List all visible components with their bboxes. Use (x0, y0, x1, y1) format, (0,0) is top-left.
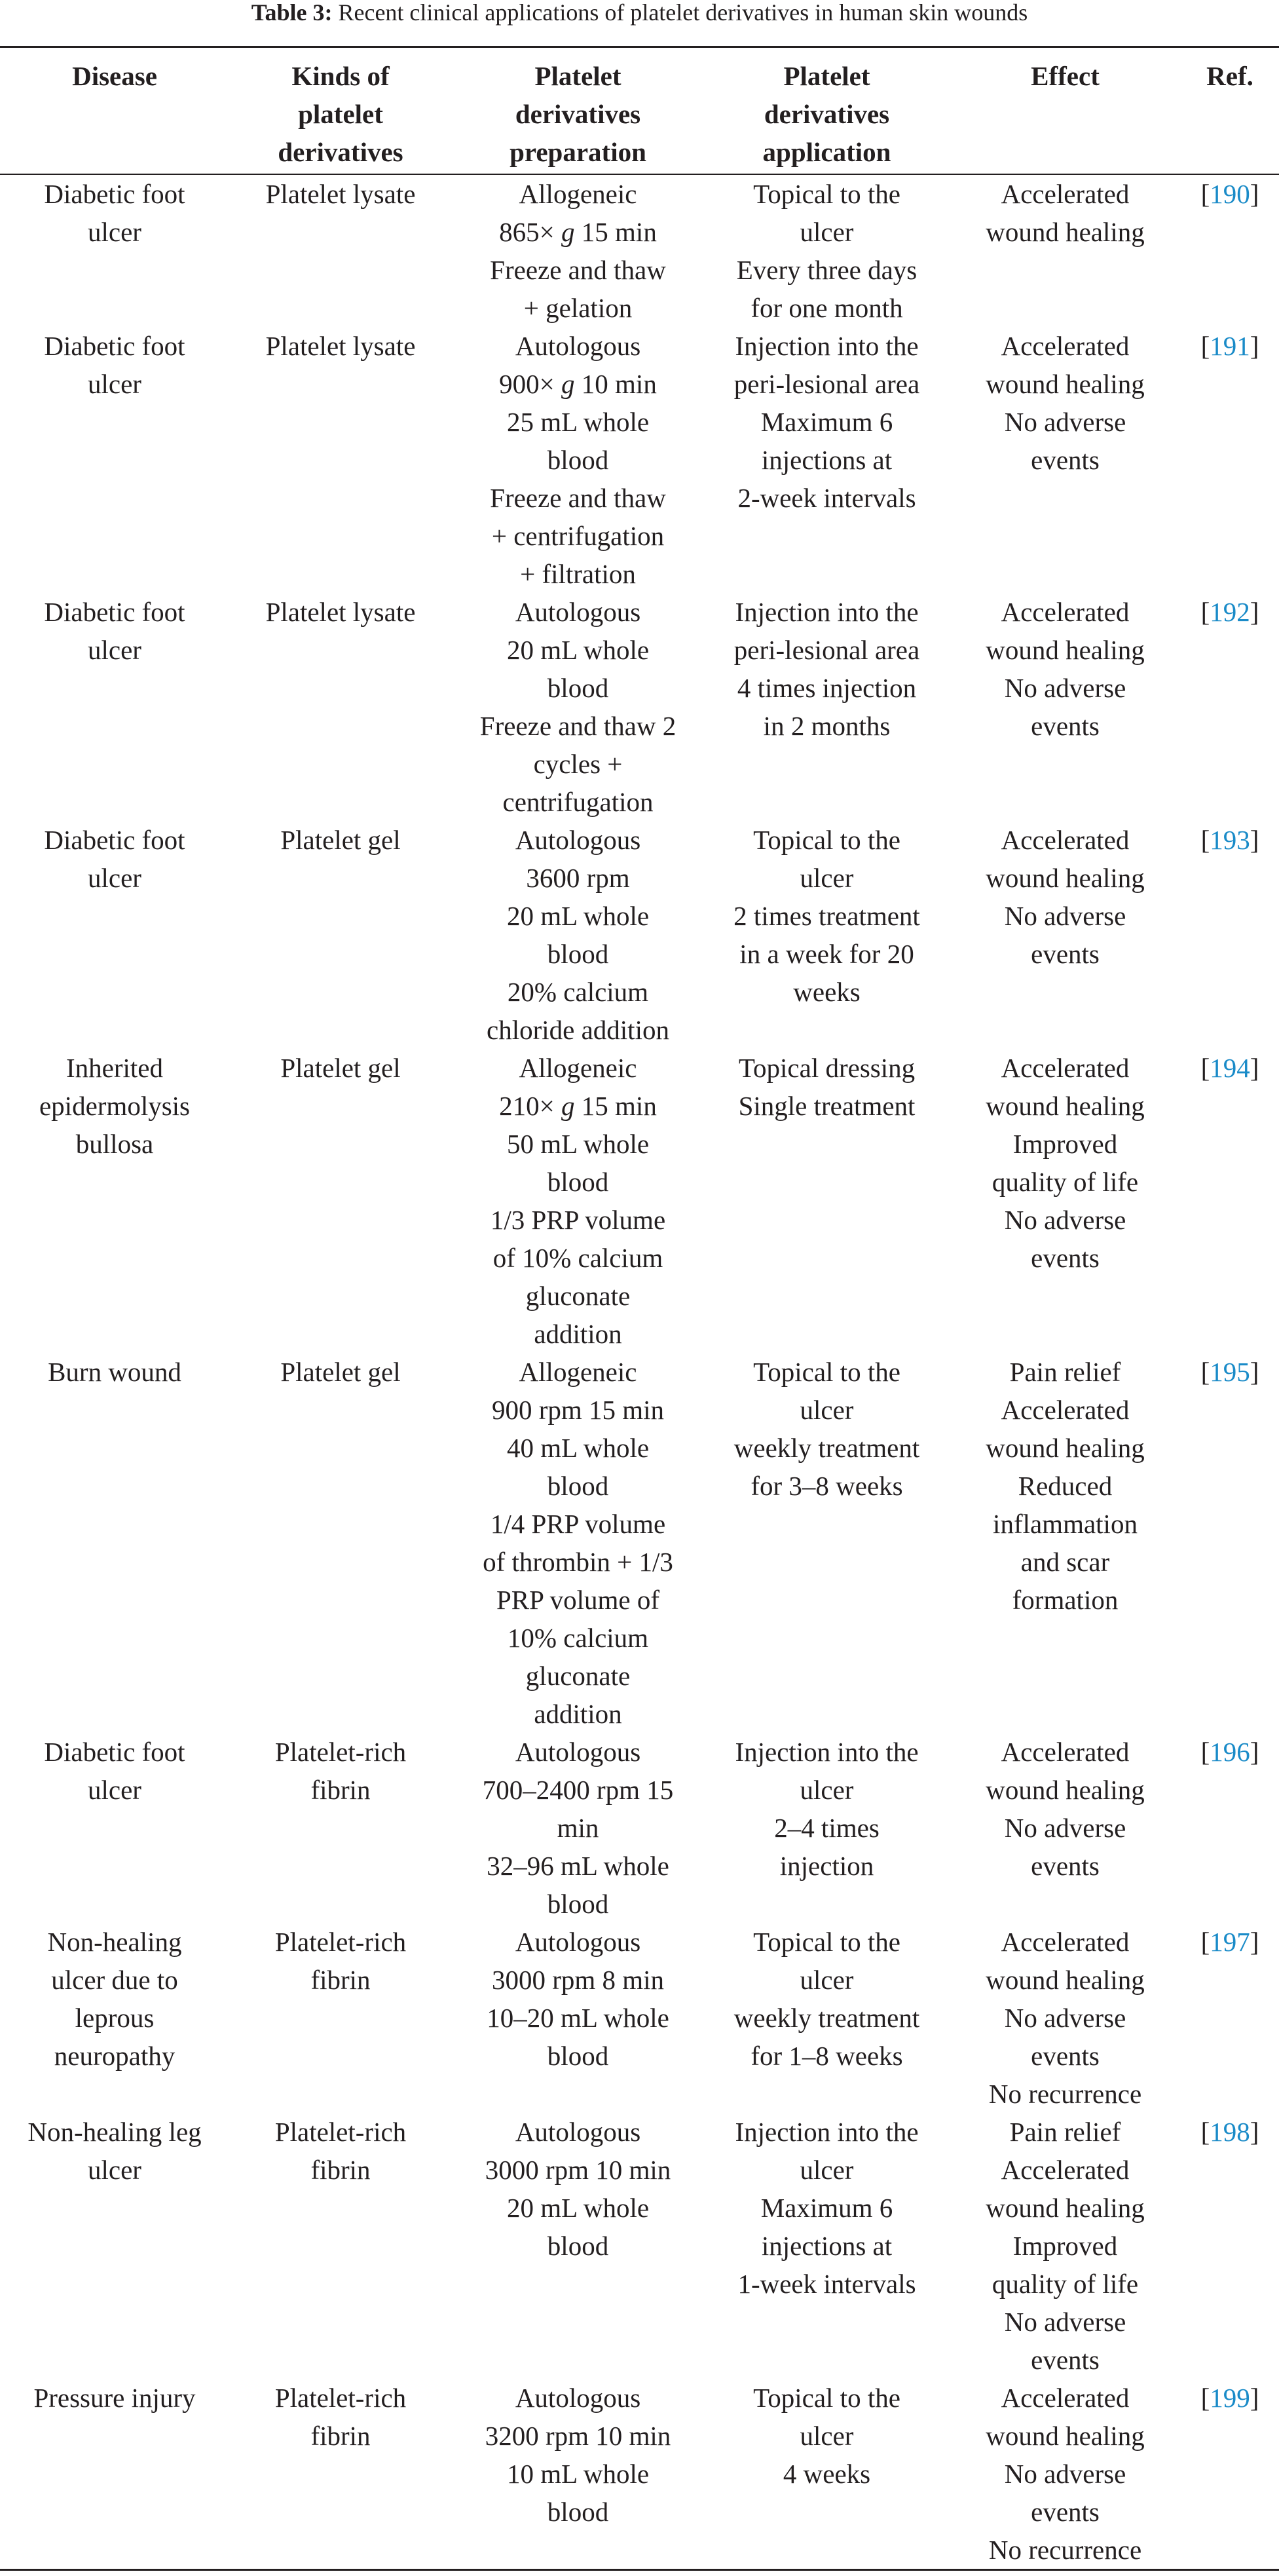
preparation-cell (452, 2379, 704, 2570)
application-line: Topical to the (753, 1357, 900, 1387)
preparation-line: + filtration (520, 559, 636, 589)
table-row (0, 2113, 1279, 2379)
effect-line: No adverse (1004, 1813, 1126, 1843)
kind-line: fibrin (310, 2155, 371, 2185)
effect-line: Accelerated (1001, 2383, 1130, 2413)
preparation-cell (452, 593, 704, 821)
preparation-line: blood (547, 939, 609, 969)
preparation-line: Freeze and thaw (490, 255, 666, 285)
application-cell (704, 174, 950, 327)
preparation-line: 25 mL whole (506, 407, 650, 437)
ref-cell: [194] (1200, 1053, 1259, 1083)
kind-cell (229, 1733, 452, 1923)
preparation-cell (452, 2113, 704, 2379)
preparation-line: 10–20 mL whole (487, 2003, 669, 2033)
disease-line: neuropathy (54, 2041, 176, 2071)
effect-line: wound healing (986, 369, 1145, 399)
preparation-line: 900× g 10 min (499, 369, 657, 399)
application-cell (704, 1733, 950, 1923)
preparation-line: blood (547, 673, 609, 703)
preparation-line: of thrombin + 1/3 (483, 1547, 673, 1577)
preparation-line: 20% calcium (507, 977, 649, 1007)
application-line: Topical to the (753, 2383, 900, 2413)
effect-line: quality of life (992, 1167, 1139, 1197)
effect-line: inflammation (993, 1509, 1138, 1539)
kind-cell (229, 1353, 452, 1733)
kind-line: Platelet lysate (265, 331, 416, 361)
effect-line: No adverse (1004, 2459, 1126, 2489)
preparation-line: 10% calcium (507, 1623, 649, 1653)
reference-link[interactable]: 191 (1210, 331, 1250, 361)
preparation-line: chloride addition (487, 1015, 669, 1045)
disease-line: Non-healing leg (28, 2117, 202, 2147)
effect-line: wound healing (986, 217, 1145, 247)
application-line: Injection into the (735, 1737, 919, 1767)
preparation-line: 10 mL whole (506, 2459, 650, 2489)
effect-line: No adverse (1004, 673, 1126, 703)
disease-line: Diabetic foot (44, 331, 185, 361)
application-cell (704, 2113, 950, 2379)
disease-line: ulcer due to (51, 1965, 178, 1995)
effect-line: Accelerated (1001, 331, 1130, 361)
header-application (704, 47, 950, 175)
preparation-cell (452, 1049, 704, 1353)
preparation-line: of 10% calcium (492, 1243, 663, 1273)
preparation-line: 3000 rpm 10 min (485, 2155, 671, 2185)
preparation-line: Allogeneic (519, 179, 637, 209)
application-cell (704, 1049, 950, 1353)
reference-link[interactable]: 198 (1210, 2117, 1250, 2147)
preparation-line: blood (547, 1889, 609, 1919)
preparation-line: 3600 rpm (526, 863, 630, 893)
effect-line: No recurrence (988, 2079, 1142, 2109)
kind-cell (229, 2113, 452, 2379)
header-kind-line: platelet (298, 99, 383, 129)
effect-cell (950, 593, 1181, 821)
disease-line: Non-healing (47, 1927, 182, 1957)
caption-text: Recent clinical applications of platelet derivatives in human skin wounds (338, 0, 1028, 26)
reference-link[interactable]: 196 (1210, 1737, 1250, 1767)
effect-line: Accelerated (1001, 825, 1130, 855)
application-line: 2-week intervals (737, 483, 916, 513)
table-row (0, 593, 1279, 821)
kind-cell (229, 1049, 452, 1353)
preparation-line: Autologous (515, 331, 641, 361)
header-application-line: Platelet (783, 61, 870, 91)
application-line: ulcer (800, 1775, 854, 1805)
header-kind-line: Kinds of (291, 61, 390, 91)
effect-line: Accelerated (1001, 2155, 1130, 2185)
effect-line: events (1031, 2497, 1100, 2527)
table-header (0, 47, 1279, 175)
ref-cell: [199] (1181, 2379, 1279, 2570)
preparation-line: 1/4 PRP volume (490, 1509, 666, 1539)
preparation-line: Allogeneic (519, 1053, 637, 1083)
effect-line: Accelerated (1001, 1737, 1130, 1767)
disease-line: leprous (75, 2003, 155, 2033)
effect-line: Improved (1012, 2231, 1118, 2261)
application-line: Topical dressing (738, 1053, 916, 1083)
preparation-line: addition (534, 1319, 622, 1349)
effect-line: Accelerated (1001, 1395, 1130, 1425)
effect-line: wound healing (986, 2193, 1145, 2223)
ref-cell: [192] (1200, 597, 1259, 627)
effect-line: wound healing (986, 2421, 1145, 2451)
disease-line: bullosa (75, 1129, 154, 1159)
force-unit: g (561, 369, 575, 399)
effect-line: Reduced (1018, 1471, 1113, 1501)
disease-line: Pressure injury (33, 2383, 196, 2413)
application-cell (704, 821, 950, 1049)
effect-cell (950, 2379, 1181, 2570)
preparation-line: blood (547, 2497, 609, 2527)
table-row (0, 821, 1279, 1049)
preparation-line: 1/3 PRP volume (490, 1205, 666, 1235)
reference-link[interactable]: 195 (1210, 1357, 1250, 1387)
application-line: ulcer (800, 1965, 854, 1995)
reference-link[interactable]: 190 (1210, 179, 1250, 209)
preparation-line: PRP volume of (496, 1585, 660, 1615)
kind-line: Platelet gel (280, 1357, 401, 1387)
effect-line: wound healing (986, 635, 1145, 665)
application-line: Maximum 6 (760, 2193, 893, 2223)
application-line: weekly treatment (733, 2003, 920, 2033)
disease-line: ulcer (88, 369, 141, 399)
table-body (0, 174, 1279, 2570)
preparation-cell (452, 1923, 704, 2113)
disease-line: Diabetic foot (44, 597, 185, 627)
preparation-line: Autologous (515, 1737, 641, 1767)
effect-line: Pain relief (1009, 2117, 1121, 2147)
effect-cell (950, 327, 1181, 593)
disease-line: Diabetic foot (44, 1737, 185, 1767)
preparation-line: 32–96 mL whole (487, 1851, 669, 1881)
effect-cell (950, 2113, 1181, 2379)
preparation-cell (452, 821, 704, 1049)
disease-cell (0, 593, 229, 821)
force-unit: g (561, 1091, 575, 1121)
effect-line: Accelerated (1001, 1053, 1130, 1083)
preparation-line: 3200 rpm 10 min (485, 2421, 671, 2451)
force-unit: g (561, 217, 575, 247)
effect-line: and scar (1020, 1547, 1110, 1577)
application-line: 4 weeks (783, 2459, 871, 2489)
header-disease (0, 47, 229, 175)
application-line: ulcer (800, 2155, 854, 2185)
application-cell (704, 327, 950, 593)
header-effect-line: Effect (1031, 61, 1100, 91)
effect-line: wound healing (986, 1965, 1145, 1995)
application-line: ulcer (800, 217, 854, 247)
disease-line: ulcer (88, 2155, 141, 2185)
application-line: ulcer (800, 863, 854, 893)
disease-line: Diabetic foot (44, 825, 185, 855)
preparation-line: 20 mL whole (506, 901, 650, 931)
disease-cell (0, 2113, 229, 2379)
preparation-line: Autologous (515, 597, 641, 627)
effect-line: events (1031, 939, 1100, 969)
application-line: Topical to the (753, 1927, 900, 1957)
preparation-line: + gelation (523, 293, 633, 323)
header-disease-line: Disease (72, 61, 157, 91)
preparation-line: 700–2400 rpm 15 (482, 1775, 674, 1805)
preparation-line: Autologous (515, 825, 641, 855)
preparation-line: 50 mL whole (506, 1129, 650, 1159)
preparation-line: Allogeneic (519, 1357, 637, 1387)
application-line: injections at (761, 445, 893, 475)
effect-cell (950, 1353, 1181, 1733)
preparation-cell (452, 1733, 704, 1923)
clinical-applications-table (0, 46, 1279, 2571)
effect-line: No recurrence (988, 2535, 1142, 2565)
preparation-cell (452, 174, 704, 327)
preparation-line: 20 mL whole (506, 635, 650, 665)
reference-link[interactable]: 197 (1210, 1927, 1250, 1957)
table-row (0, 1923, 1279, 2113)
preparation-line: Freeze and thaw (490, 483, 666, 513)
application-line: 1-week intervals (737, 2269, 916, 2299)
preparation-line: 900 rpm 15 min (491, 1395, 665, 1425)
application-line: 2–4 times (774, 1813, 880, 1843)
ref-cell: [196] (1200, 1737, 1259, 1767)
effect-line: No adverse (1004, 2003, 1126, 2033)
preparation-cell (452, 327, 704, 593)
preparation-line: cycles + (533, 749, 623, 779)
preparation-line: 40 mL whole (506, 1433, 650, 1463)
application-line: injection (779, 1851, 874, 1881)
kind-line: Platelet lysate (265, 597, 416, 627)
application-line: ulcer (800, 2421, 854, 2451)
effect-cell (950, 1733, 1181, 1923)
kind-line: fibrin (310, 1965, 371, 1995)
effect-line: Improved (1012, 1129, 1118, 1159)
disease-cell (0, 327, 229, 593)
effect-line: events (1031, 1243, 1100, 1273)
preparation-line: centrifugation (502, 787, 654, 817)
application-line: in a week for 20 (739, 939, 914, 969)
disease-line: ulcer (88, 635, 141, 665)
table-row (0, 1353, 1279, 1733)
effect-cell (950, 174, 1181, 327)
effect-line: Pain relief (1009, 1357, 1121, 1387)
effect-line: No adverse (1004, 1205, 1126, 1235)
application-line: 4 times injection (737, 673, 917, 703)
preparation-line: 3000 rpm 8 min (491, 1965, 665, 1995)
application-line: injections at (761, 2231, 893, 2261)
application-line: ulcer (800, 1395, 854, 1425)
header-ref-line: Ref. (1206, 61, 1253, 91)
header-application-line: application (762, 137, 891, 167)
preparation-line: gluconate (525, 1281, 631, 1311)
table-row (0, 2379, 1279, 2570)
disease-line: ulcer (88, 217, 141, 247)
effect-line: wound healing (986, 863, 1145, 893)
header-preparation-line: preparation (510, 137, 646, 167)
application-line: Every three days (736, 255, 918, 285)
kind-line: Platelet-rich (274, 1927, 407, 1957)
disease-line: Inherited (66, 1053, 163, 1083)
application-line: for 1–8 weeks (751, 2041, 903, 2071)
kind-line: Platelet gel (280, 825, 401, 855)
effect-line: Accelerated (1001, 1927, 1130, 1957)
reference-link[interactable]: 193 (1210, 825, 1250, 855)
application-line: in 2 months (763, 711, 891, 741)
effect-line: events (1031, 2041, 1100, 2071)
disease-cell (0, 1353, 229, 1733)
ref-cell: [191] (1200, 331, 1259, 361)
reference-link[interactable]: 194 (1210, 1053, 1250, 1083)
disease-cell (0, 174, 229, 327)
kind-cell (229, 821, 452, 1049)
kind-cell (229, 174, 452, 327)
application-cell (704, 1923, 950, 2113)
disease-line: ulcer (88, 1775, 141, 1805)
effect-line: events (1031, 445, 1100, 475)
preparation-line: 20 mL whole (506, 2193, 650, 2223)
application-line: for one month (751, 293, 903, 323)
ref-cell: [195] (1200, 1357, 1259, 1387)
header-kind-line: derivatives (278, 137, 403, 167)
preparation-line: + centrifugation (491, 521, 665, 551)
effect-cell (950, 1923, 1181, 2113)
effect-line: formation (1012, 1585, 1119, 1615)
effect-cell (950, 821, 1181, 1049)
header-effect (950, 47, 1181, 175)
caption-label: Table 3: (251, 0, 333, 26)
table-row (0, 1733, 1279, 1923)
preparation-line: Autologous (515, 2383, 641, 2413)
header-preparation-line: derivatives (515, 99, 641, 129)
kind-line: Platelet-rich (274, 2383, 407, 2413)
header-application-line: derivatives (764, 99, 890, 129)
application-cell (704, 2379, 950, 2570)
application-line: Injection into the (735, 597, 919, 627)
preparation-line: Freeze and thaw 2 (479, 711, 677, 741)
disease-cell (0, 821, 229, 1049)
header-preparation-line: Platelet (534, 61, 621, 91)
preparation-line: blood (547, 2041, 609, 2071)
preparation-line: min (557, 1813, 599, 1843)
effect-line: No adverse (1004, 407, 1126, 437)
application-line: Maximum 6 (760, 407, 893, 437)
ref-cell: [198] (1200, 2117, 1259, 2147)
header-kind (229, 47, 452, 175)
preparation-line: blood (547, 1471, 609, 1501)
effect-line: events (1031, 711, 1100, 741)
application-line: peri-lesional area (733, 369, 920, 399)
effect-line: Accelerated (1001, 179, 1130, 209)
ref-cell: [193] (1200, 825, 1259, 855)
effect-cell (950, 1049, 1181, 1353)
kind-cell (229, 593, 452, 821)
preparation-cell (452, 1353, 704, 1733)
effect-line: wound healing (986, 1433, 1145, 1463)
application-line: Topical to the (753, 825, 900, 855)
disease-cell (0, 1049, 229, 1353)
application-line: Topical to the (753, 179, 900, 209)
preparation-line: gluconate (525, 1661, 631, 1691)
disease-line: Burn wound (48, 1357, 181, 1387)
application-line: Injection into the (735, 2117, 919, 2147)
kind-line: Platelet lysate (265, 179, 416, 209)
header-preparation (452, 47, 704, 175)
effect-line: events (1031, 2345, 1100, 2375)
table-caption (0, 0, 1279, 46)
preparation-line: Autologous (515, 2117, 641, 2147)
table-row (0, 1049, 1279, 1353)
application-line: weeks (793, 977, 861, 1007)
application-line: Single treatment (738, 1091, 916, 1121)
application-cell (704, 593, 950, 821)
application-line: peri-lesional area (733, 635, 920, 665)
kind-line: fibrin (310, 1775, 371, 1805)
kind-line: Platelet-rich (274, 1737, 407, 1767)
preparation-line: blood (547, 2231, 609, 2261)
application-line: for 3–8 weeks (751, 1471, 903, 1501)
kind-line: Platelet-rich (274, 2117, 407, 2147)
kind-cell (229, 2379, 452, 2570)
kind-cell (229, 327, 452, 593)
application-line: Injection into the (735, 331, 919, 361)
effect-line: quality of life (992, 2269, 1139, 2299)
table-row (0, 327, 1279, 593)
preparation-line: Autologous (515, 1927, 641, 1957)
ref-cell: [190] (1200, 179, 1259, 209)
header-row (0, 47, 1279, 175)
reference-link[interactable]: 192 (1210, 597, 1250, 627)
preparation-line: 865× g 15 min (499, 217, 657, 247)
table-row (0, 174, 1279, 327)
disease-cell (0, 1923, 229, 2113)
ref-cell: [197] (1200, 1927, 1259, 1957)
disease-line: epidermolysis (39, 1091, 191, 1121)
kind-line: fibrin (310, 2421, 371, 2451)
preparation-line: 210× g 15 min (499, 1091, 657, 1121)
disease-cell (0, 2379, 229, 2570)
effect-line: events (1031, 1851, 1100, 1881)
disease-line: Diabetic foot (44, 179, 185, 209)
application-line: 2 times treatment (733, 901, 920, 931)
effect-line: No adverse (1004, 901, 1126, 931)
application-line: weekly treatment (733, 1433, 920, 1463)
disease-cell (0, 1733, 229, 1923)
effect-line: wound healing (986, 1775, 1145, 1805)
preparation-line: blood (547, 445, 609, 475)
kind-line: Platelet gel (280, 1053, 401, 1083)
disease-line: ulcer (88, 863, 141, 893)
kind-cell (229, 1923, 452, 2113)
header-ref (1181, 47, 1279, 175)
preparation-line: addition (534, 1699, 622, 1729)
effect-line: No adverse (1004, 2307, 1126, 2337)
preparation-line: blood (547, 1167, 609, 1197)
reference-link[interactable]: 199 (1210, 2383, 1250, 2413)
application-cell (704, 1353, 950, 1733)
effect-line: wound healing (986, 1091, 1145, 1121)
effect-line: Accelerated (1001, 597, 1130, 627)
